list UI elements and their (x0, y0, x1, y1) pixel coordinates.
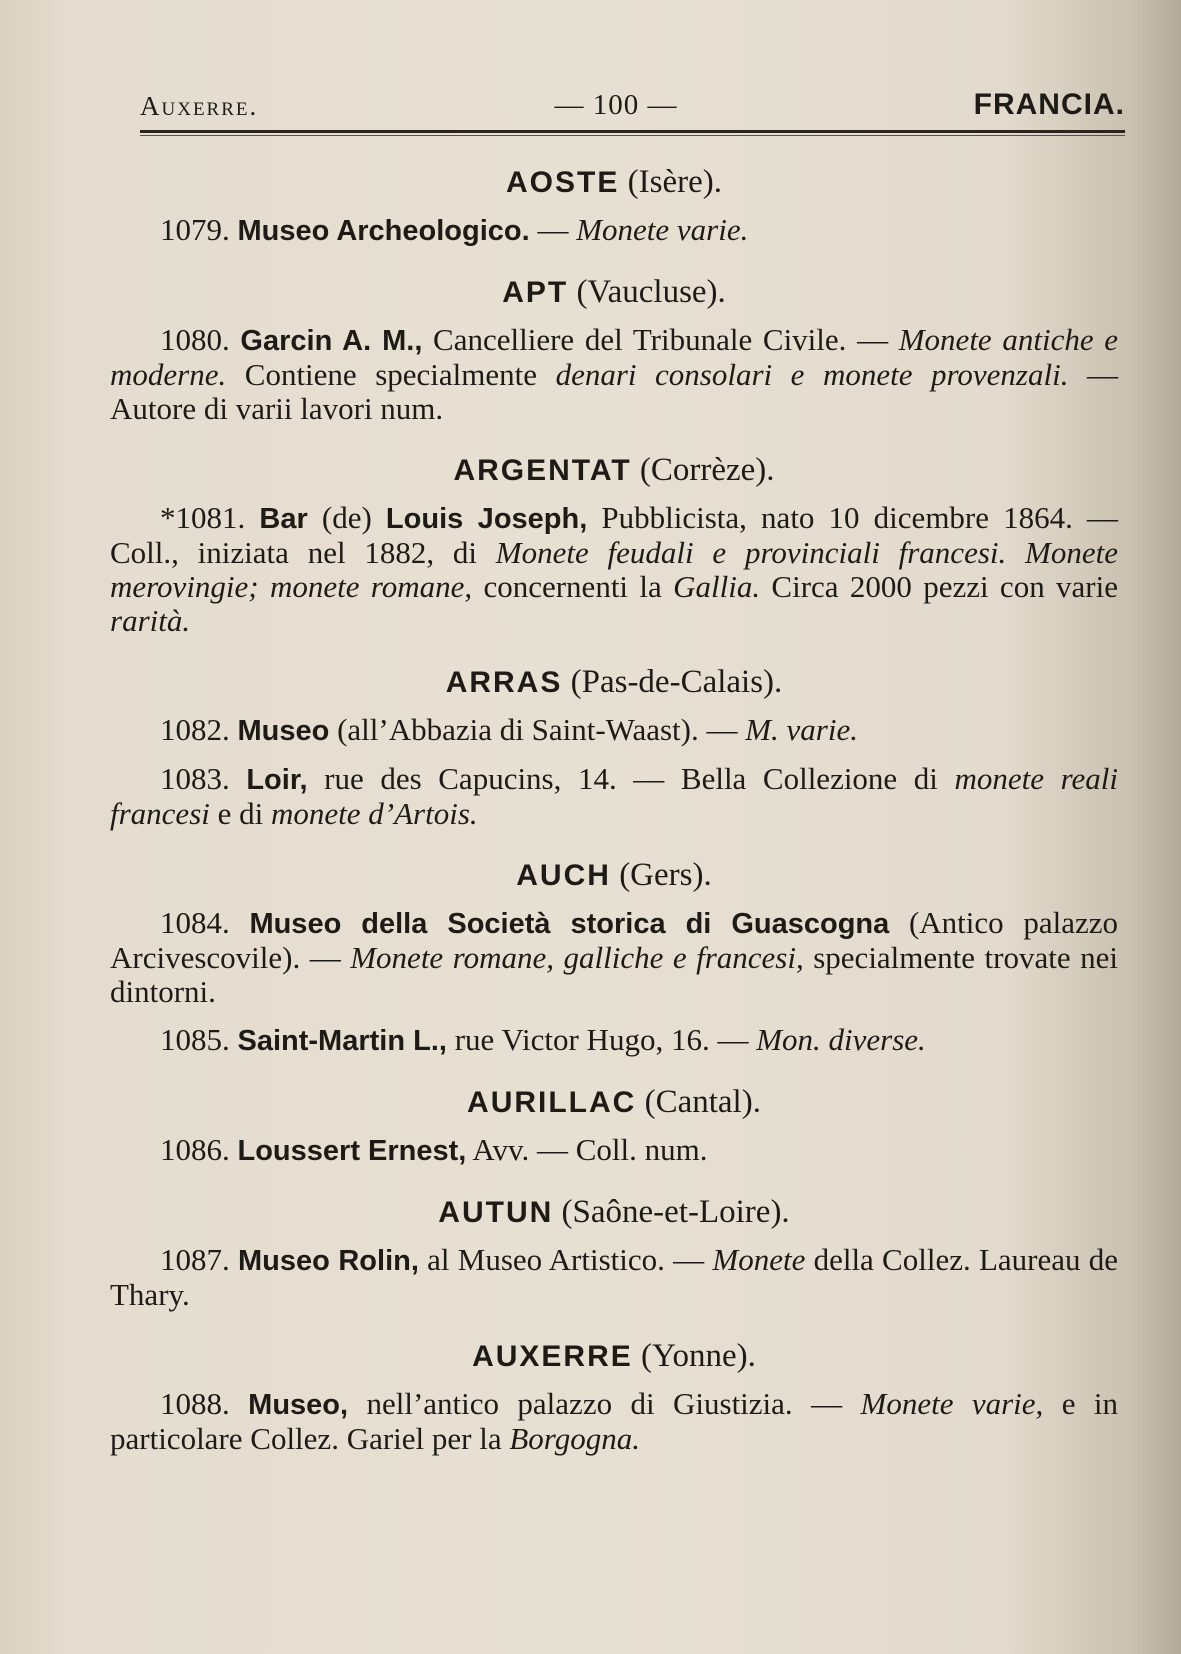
entry-number: 1086. (160, 1132, 238, 1167)
section-heading (110, 270, 1118, 315)
italic-text: Monete varie. (576, 212, 749, 247)
place-name: AOSTE (506, 166, 620, 199)
section-heading (110, 1334, 1118, 1379)
entry-number: 1084. (160, 905, 250, 940)
entry (110, 713, 1118, 748)
section-heading (110, 448, 1118, 493)
entry (110, 1023, 1118, 1058)
section-heading (110, 1190, 1118, 1235)
section-heading (110, 660, 1118, 705)
entry-number: 1083. (160, 761, 247, 796)
place-region: (Gers). (610, 857, 712, 893)
entry (110, 323, 1118, 426)
entry-number: 1085. (160, 1022, 238, 1057)
entry (110, 1133, 1118, 1168)
entry-text: — Autore di varii lavori num. (110, 357, 1119, 426)
entry (110, 906, 1118, 1009)
place-region: (Vaucluse). (568, 274, 726, 310)
entry-name: Museo (237, 715, 330, 747)
place-name: AURILLAC (467, 1086, 637, 1119)
entry-name: Loussert Ernest, (237, 1135, 467, 1167)
entry-text: al Museo Artistico. — (418, 1242, 713, 1277)
entry-number: 1082. (160, 712, 238, 747)
place-name: APT (502, 276, 569, 309)
entry-text: concernenti la (472, 569, 674, 604)
italic-text: rarità. (110, 603, 191, 638)
entry-text: (de) (307, 500, 386, 535)
italic-text: denari consolari e monete provenzali. (555, 357, 1069, 392)
italic-text: Monete antiche e moderne. (110, 322, 1119, 392)
italic-text: Monete romane, galliche e francesi, (350, 940, 804, 975)
entry-text: rue des Capucins, 14. — Bella Collezione di (307, 761, 955, 796)
page-body (110, 160, 1118, 1456)
italic-text: Gallia. (673, 569, 761, 604)
place-region: (Isère). (619, 164, 722, 200)
entry-name: Louis Joseph, (385, 503, 588, 535)
entry-name: Museo, (248, 1389, 349, 1421)
entry-text: rue Victor Hugo, 16. — (446, 1022, 757, 1057)
entry-text: nell’antico palazzo di Giustizia. — (348, 1386, 861, 1421)
running-head-right: FRANCIA. (973, 88, 1125, 121)
entry-text: e in particolare Collez. Gariel per la (110, 1386, 1118, 1456)
place-name: AUXERRE (472, 1340, 633, 1373)
section-heading (110, 1080, 1118, 1125)
place-region: (Cantal). (636, 1084, 761, 1120)
italic-text: Monete feudali e provinciali francesi. Monete merovingie; monete romane, (110, 535, 1118, 604)
header-rule-thin (140, 135, 1125, 136)
entry-number: 1088. (160, 1386, 249, 1421)
entry-text: Circa 2000 pezzi con varie (760, 569, 1118, 604)
entry-text: (all’Abbazia di Saint-Waast). — (329, 712, 746, 747)
entry-number: 1079. (160, 212, 238, 247)
entry (110, 213, 1118, 248)
entry (110, 1243, 1118, 1312)
section-heading (110, 853, 1118, 898)
italic-text: monete reali francesi (110, 761, 1119, 831)
entry (110, 1387, 1118, 1456)
running-head (140, 76, 1125, 122)
entry-text: Avv. — Coll. num. (466, 1132, 708, 1167)
entry-text: specialmente trovate nei dintorni. (110, 940, 1118, 1009)
entry-text: (Antico palazzo Arcivescovile). — (110, 905, 1118, 975)
entry-text: della Collez. Laureau de Thary. (110, 1242, 1118, 1312)
italic-text: monete d’Artois. (271, 796, 478, 831)
entry-name: Bar (259, 503, 308, 535)
section-heading (110, 160, 1118, 205)
entry (110, 501, 1118, 638)
entry-name: Museo Rolin, (237, 1245, 419, 1277)
entry-name: Saint-Martin L., (237, 1025, 447, 1057)
italic-text: Monete (712, 1242, 806, 1277)
entry-text: e di (209, 796, 271, 831)
header-rule (140, 130, 1125, 133)
page-number: — 100 — (554, 89, 678, 121)
italic-text: Monete varie, (860, 1386, 1044, 1421)
place-region: (Yonne). (632, 1338, 756, 1374)
entry-number: 1080. (160, 322, 241, 357)
entry-name: Museo Archeologico. (237, 215, 530, 247)
place-region: (Corrèze). (631, 452, 775, 488)
entry-text: — (529, 212, 577, 247)
place-region: (Saône-et-Loire). (553, 1194, 790, 1230)
entry-text: Cancelliere del Tribunale Civile. — (422, 322, 899, 357)
entry-number: 1087. (160, 1242, 238, 1277)
place-name: ARRAS (445, 666, 563, 699)
entry-name: Museo della Società storica di Guascogna (249, 908, 890, 940)
place-name: AUCH (516, 859, 611, 892)
entry (110, 762, 1118, 831)
entry-number: *1081. (160, 500, 260, 535)
entry-text: Pubblicista, nato 10 dicembre 1864. — Coll., iniziata nel 1882, di (110, 500, 1119, 570)
entry-name: Garcin A. M., (240, 325, 423, 357)
italic-text: Borgogna. (509, 1421, 640, 1456)
place-region: (Pas-de-Calais). (562, 664, 783, 700)
italic-text: M. varie. (745, 712, 858, 747)
running-head-left: Auxerre. (140, 91, 259, 121)
entry-name: Loir, (246, 764, 308, 796)
place-name: AUTUN (438, 1196, 554, 1229)
entry-text: Contiene specialmente (226, 357, 556, 392)
place-name: ARGENTAT (453, 454, 632, 487)
italic-text: Mon. diverse. (756, 1022, 926, 1057)
